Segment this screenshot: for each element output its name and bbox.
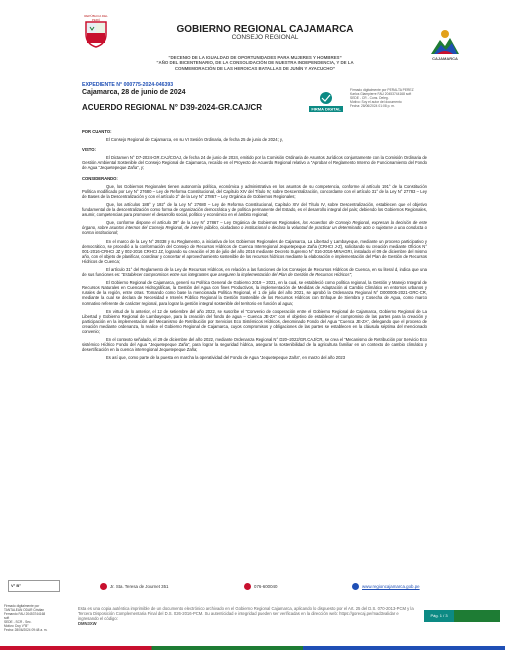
paragraph: El Dictamen N° D7-2024-GR.CAJ/COAJ, de fecha 24 de junio de 2024, emitido por la Comisión Ordinaria de Asuntos Jurídicos conjuntamente con la Comisión Ordinaria de Gestión Ambiental Sostenible del Consejo Regional de Cajamarca, recaído en el Proyecto de Acuerdo Regional relativo a “Aprobar el Reglamento Interno de Funcionamiento del Fondo de Agua “Jequetepeque Zaña”, y; xyxy=(82,155,427,171)
expediente-number: EXPEDIENTE N° 000775-2024-046393 xyxy=(82,82,174,88)
header xyxy=(0,0,505,78)
section-por-cuanto: POR CUANTO: xyxy=(82,129,112,134)
paragraph: Que, los Gobiernos Regionales tienen autonomía política, económica y administrativa en los asuntos de su competencia, conforme al artículo 191° de la Constitución Política modificado por Ley N° 27680 – Ley de Reforma Constitucional, del Capítulo XIV del Título IV, sobre Descentralización, concordante con el artículo 31° de la Ley N° 27783 – Ley de Bases de la Descentralización y con el artículo 2° de la Ley N° 27867 – Ley Orgánica de Gobiernos Regionales; xyxy=(82,183,427,199)
vb-badge: V° B° xyxy=(8,580,60,592)
phone-icon xyxy=(244,583,251,590)
verification-note: Esta es una copia auténtica imprimible de un documento electrónico archivado en el Gobierno Regional Cajamarca, aplicando lo dispuesto por el Art. 25 del D.S. 070-2013-PCM y la Tercera Disposición Complementaria Final del D.S. 026-2016-PCM. Su autenticidad e integridad pueden ser verificadas en la dirección web: https://gorecaj.pe/mad3validar e ingresando el código: DMN3XW xyxy=(78,606,418,626)
paragraph: En el contexto señalado, el 29 de diciembre del año 2022, mediante Ordenanza Regional N° D20–2022/GR.CAJ/CR, se crea el “Mecanismo de Retribución por Servicio Eco sistémico Hídrico Fondo del Agua “Jequetepeque Zaña”, para lograr la seguridad hídrica, asegurar la sostenibilidad de la agricultura familiar en un contexto de cambio climático y desertificación en la cuenca interregional Jequetepeque Zaña; xyxy=(82,337,427,353)
footer-address: Jr. Sta. Teresa de Journet 351 xyxy=(100,583,169,590)
paragraph: En el marco de la Ley N° 29338 y su Reglamento, a iniciativa de los Gobiernos Regionales de Cajamarca, La Libertad y Lambayeque, mediante un proceso participativo y democrático, se procedió a la conformación del Consejo de Recursos Hídricos de Cuenca Interregional Jequetepeque Zaña (CRHCI J-Z), solicitando su creación mediante Oficios N° 001-2016-CRHCI JZ y 002-2016 CRHCI JZ, logrando su creación el 26 de julio del año 2016 mediante Decreto Supremo N° 016-2016-MINAGRI, instalado el 09 de diciembre del mismo año, con el objeto de planificar, coordinar y concertar el aprovechamiento sostenible de los recursos hídricos mediante la elaboración e implementación del Plan de Gestión de Recursos Hídricos de Cuenca; xyxy=(82,238,427,264)
logo-caption: CAJAMARCA xyxy=(432,56,458,61)
paragraph: El Gobierno Regional de Cajamarca, generó su Política General de Gobierno 2019 – 2021, en la cual, se estableció como política regional, la Gestión y Manejo Integral de Recursos Naturales en Cuencas Hidrográficas, la Gestión del Agua con fines Productivos, la implementación de Medidas de Adaptación al Cambio Climático en entornos urbanos y rurales de la región, entre otras. Tomando como base la mencionada Política Regional, el 1 de julio del año 2021, se aprobó la Ordenanza Regional N° D000005-2021-GRC-CR, mediante la cual se declara de Necesidad e Interés Público Regional la Gestión Sostenible de los Recursos Hídricos con Enfoque de Siembra y Cosecha de Agua, como marco normativo referente de carácter regional, para lograr la gestión integral sostenible del territorio en función al agua; xyxy=(82,280,427,306)
page-number: Pág. 1 / 3 xyxy=(424,610,454,622)
crest-caption: REPÚBLICA DEL PERÚ xyxy=(84,14,108,22)
document-date: Cajamarca, 28 de junio de 2024 xyxy=(82,89,186,96)
motto: “DECENIO DE LA IGUALDAD DE OPORTUNIDADES PARA MUJERES Y HOMBRES” “AÑO DEL BICENTENARIO, DE LA CONSOLIDACIÓN DE NUESTRA INDEPENDENCIA, Y DE LA CONMEMORACIÓN DE LAS HEROICAS BATALLAS DE JUNÍN Y AYACUCHO” xyxy=(156,55,354,71)
paragraph: El Consejo Regional de Cajamarca, en su VI Sesión Ordinaria, de fecha 25 de junio de 2024; y, xyxy=(106,137,283,143)
visto-bueno-signature: Firmado digitalmente por TANTALEAN ODAR Cristian Fernando FAU 20453744168 soft SEDE - SCR - Sec. Motivo: Doy V°B° Fecha: 28/06/2024 09:48 a. m. xyxy=(4,604,48,632)
footer-website[interactable]: www.regioncajamarca.gob.pe xyxy=(352,583,420,590)
section-considerando: CONSIDERANDO: xyxy=(82,175,118,181)
paragraph: Que, conforme dispone el artículo 39° de la Ley N° 27867 – Ley Orgánica de Gobiernos Regionales, los Acuerdos de Consejo Regional, expresan la decisión de este órgano, sobre asuntos internos del Consejo Regional, de interés público, ciudadano o institucional o declara la voluntad de practicar un determinado acto o sujetarse a una conducta o norma institucional; xyxy=(82,220,428,236)
peru-crest-icon xyxy=(82,18,110,48)
cajamarca-logo-icon xyxy=(428,26,462,58)
paragraph: Que, los artículos 188° y 192° de la Ley N° 27680 – Ley de Reforma Constitucional, Capítulo XIV del Título IV, sobre Descentralización, establecen que el objetivo fundamental de la descentralización como forma de organización democrática y de política permanente del Estado, es el desarrollo integral del país; debiendo los Gobiernos Regionales, asumir, competencias para promover el desarrollo social, político y económico en el ámbito regional; xyxy=(82,201,427,218)
page-tab-decoration xyxy=(454,610,500,622)
footer xyxy=(0,580,505,650)
page-title: GOBIERNO REGIONAL CAJAMARCA xyxy=(176,24,354,35)
firma-digital-logo-icon xyxy=(307,91,345,113)
paragraph: El artículo 31° del Reglamento de la Ley de Recursos Hídricos, en relación a las funciones de los Consejos de Recursos Hídricos de Cuenca, en su literal d, indica que una de sus funciones es: “Establecer compromisos entre sus integrantes que aseguren la implementación del Plan de Gestión de Recursos Hídricos”; xyxy=(82,266,427,278)
paragraph: En virtud de lo anterior, el 12 de setiembre del año 2022, se suscribe el “Convenio de cooperación entre el Gobierno Regional de Cajamarca, Gobierno Regional de La Libertad y Gobierno Regional de Lambayeque, para la creación del fondo de agua – Cuenca JE-ZA” con el objetivo de establecer el compromiso de las partes para la creación y participación en la implementación del Mecanismo de Retribución por Servicios Eco Sistémicos Hídricos, denominado Fondo del Agua “Cuenca JE-ZA”, delegando que el proceso de creación mediante ordenanza, lo realice el Gobierno Regional de Cajamarca, cuyos compromisos y obligaciones de las partes se establecen en la cláusula séptima del mencionado convenio; xyxy=(82,308,427,334)
location-icon xyxy=(100,583,107,590)
paragraph: Es así que, como parte de la puesta en marcha la operatividad del Fondo de Agua “Jequetepeque Zaña”, en marzo del año 2023 xyxy=(106,355,346,361)
digital-signature-info: Firmado digitalmente por PERALTA PEREZ Karlos Giampierre FAU 20453744168 soft SEDE - CR - Cons. Deleg. Motivo: Soy el autor del documento Fecha: 28/06/2024 01:08 p. m. xyxy=(350,88,414,108)
color-strip xyxy=(0,646,505,650)
firma-logo-text: FIRMA DIGITAL xyxy=(311,106,341,112)
page-subtitle: CONSEJO REGIONAL xyxy=(231,34,299,41)
verification-code: DMN3XW xyxy=(78,621,97,626)
globe-icon xyxy=(352,583,359,590)
document-body xyxy=(82,126,427,360)
footer-phone: 076-600040 xyxy=(244,583,277,590)
section-visto: VISTO: xyxy=(82,147,96,153)
acuerdo-title: ACUERDO REGIONAL N° D39-2024-GR.CAJ/CR xyxy=(82,103,262,112)
